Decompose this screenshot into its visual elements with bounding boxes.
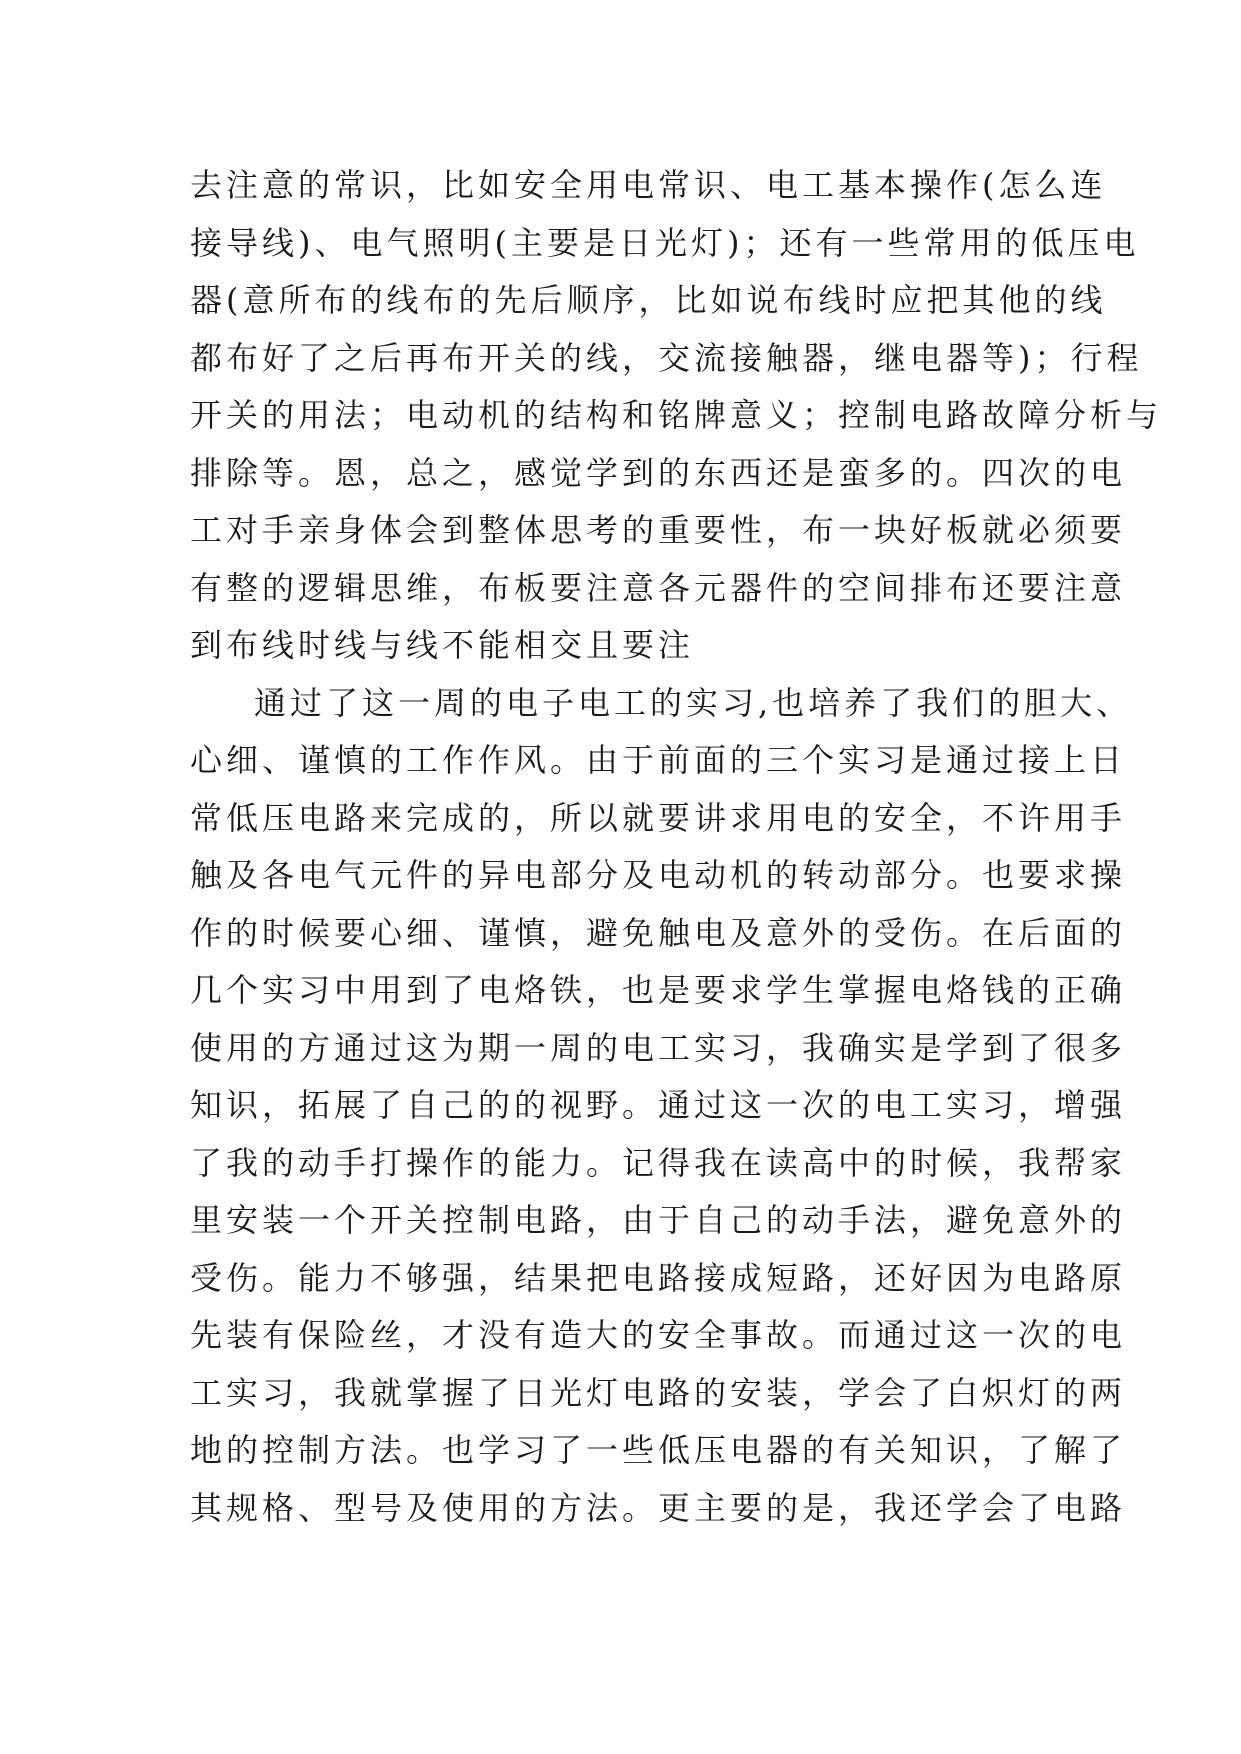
body-text: [190, 157, 1163, 1537]
text-line: 心细、谨慎的工作作风。由于前面的三个实习是通过接上日: [190, 741, 1127, 779]
text-line: 工对手亲身体会到整体思考的重要性，布一块好板就必须要: [190, 511, 1127, 549]
text-line: 其规格、型号及使用的方法。更主要的是，我还学会了电路: [190, 1488, 1127, 1527]
text-line: 去注意的常识，比如安全用电常识、电工基本操作(怎么连: [190, 166, 1107, 204]
text-line: 接导线)、电气照明(主要是日光灯)；还有一些常用的低压电: [190, 223, 1140, 262]
text-line: 有整的逻辑思维，布板要注意各元器件的空间排布还要注意: [190, 568, 1127, 607]
text-line: 都布好了之后再布开关的线，交流接触器，继电器等)；行程: [190, 338, 1143, 377]
text-line: 先装有保险丝，才没有造大的安全事故。而通过这一次的电: [190, 1316, 1127, 1354]
text-line: 了我的动手打操作的能力。记得我在读高中的时候，我帮家: [190, 1143, 1127, 1182]
text-line: 到布线时线与线不能相交且要注: [190, 626, 695, 664]
text-line: 器(意所布的线布的先后顺序，比如说布线时应把其他的线: [190, 281, 1107, 319]
paragraph-first-line: 通过了这一周的电子电工的实习,也培养了我们的胆大、: [254, 683, 1133, 722]
text-line: 使用的方通过这为期一周的电工实习，我确实是学到了很多: [190, 1028, 1127, 1067]
text-line: 常低压电路来完成的，所以就要讲求用电的安全，不许用手: [190, 798, 1127, 837]
text-line: 地的控制方法。也学习了一些低压电器的有关知识，了解了: [190, 1431, 1127, 1469]
text-line: 知识，拓展了自己的的视野。通过这一次的电工实习，增强: [190, 1086, 1127, 1124]
text-line: 几个实习中用到了电烙铁，也是要求学生掌握电烙钱的正确: [190, 971, 1127, 1009]
text-line: 排除等。恩，总之，感觉学到的东西还是蛮多的。四次的电: [190, 453, 1127, 492]
text-line: 触及各电气元件的异电部分及电动机的转动部分。也要求操: [190, 856, 1127, 894]
text-line: 受伤。能力不够强，结果把电路接成短路，还好因为电路原: [190, 1258, 1127, 1297]
text-line: 里安装一个开关控制电路，由于自己的动手法，避免意外的: [190, 1201, 1127, 1239]
text-line: 作的时候要心细、谨慎，避免触电及意外的受伤。在后面的: [190, 913, 1127, 952]
text-line: 开关的用法；电动机的结构和铭牌意义；控制电路故障分析与: [190, 396, 1163, 434]
text-line: 工实习，我就掌握了日光灯电路的安装，学会了白炽灯的两: [190, 1373, 1127, 1412]
